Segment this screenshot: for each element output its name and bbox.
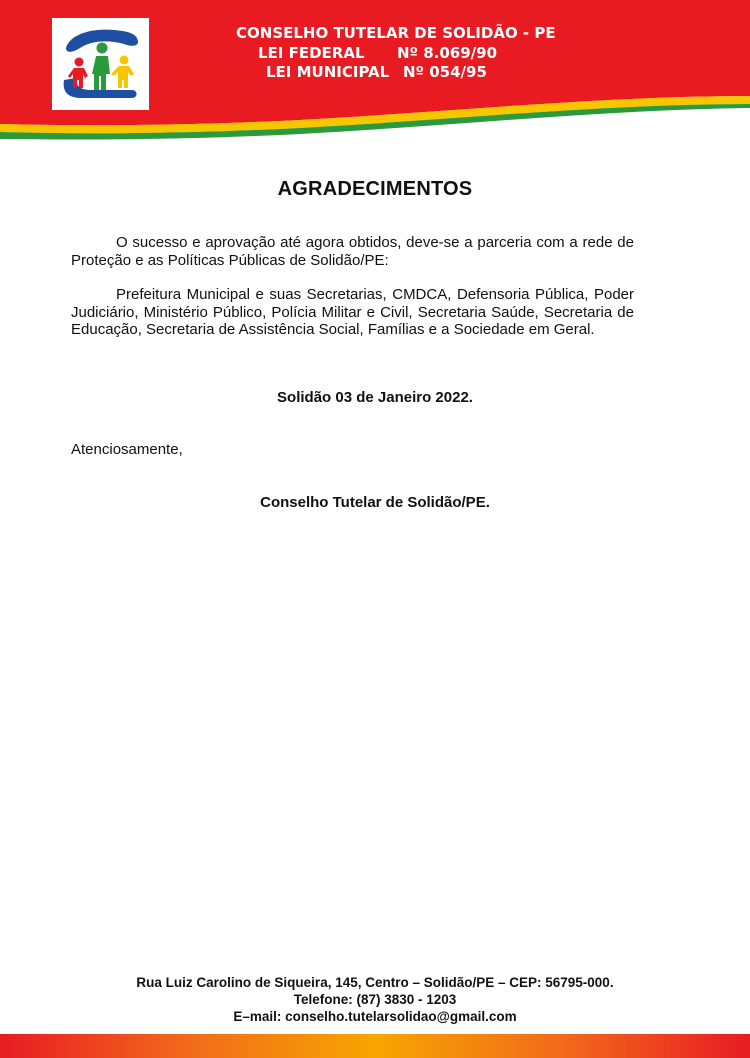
- family-hands-icon: [52, 18, 149, 110]
- paragraph-partners: Prefeitura Municipal e suas Secretarias, CMDCA, Defensoria Pública, Poder Judiciário, Ministério Público, Polícia Militar e Civil, Secretaria Saúde, Secretaria de Educação, Secretaria de Assistência Social, Famílias e a Sociedade em Geral.: [71, 286, 634, 338]
- footer-address: Rua Luiz Carolino de Siqueira, 145, Centro – Solidão/PE – CEP: 56795-000.: [136, 975, 614, 990]
- municipal-law-number: Nº 054/95: [403, 63, 487, 81]
- municipal-law-label: LEI MUNICIPAL: [266, 63, 390, 81]
- document-title: AGRADECIMENTOS: [277, 178, 473, 200]
- paragraph-intro: O sucesso e aprovação até agora obtidos, deve-se a parceria com a rede de Proteção e as Políticas Públicas de Solidão/PE:: [71, 234, 634, 269]
- logo: [52, 18, 149, 110]
- footer-band: [0, 1034, 750, 1058]
- footer-phone: Telefone: (87) 3830 - 1203: [293, 992, 457, 1007]
- signature: Conselho Tutelar de Solidão/PE.: [260, 494, 490, 511]
- closing-text: Atenciosamente,: [71, 441, 183, 458]
- footer-email: E–mail: conselho.tutelarsolidao@gmail.com: [233, 1009, 517, 1024]
- federal-law-number: Nº 8.069/90: [397, 44, 498, 62]
- footer-contact: [0, 974, 750, 1025]
- letterhead-header: [0, 0, 750, 150]
- federal-law-label: LEI FEDERAL: [258, 44, 365, 62]
- org-title: CONSELHO TUTELAR DE SOLIDÃO - PE: [236, 24, 556, 42]
- date-line: Solidão 03 de Janeiro 2022.: [277, 389, 473, 406]
